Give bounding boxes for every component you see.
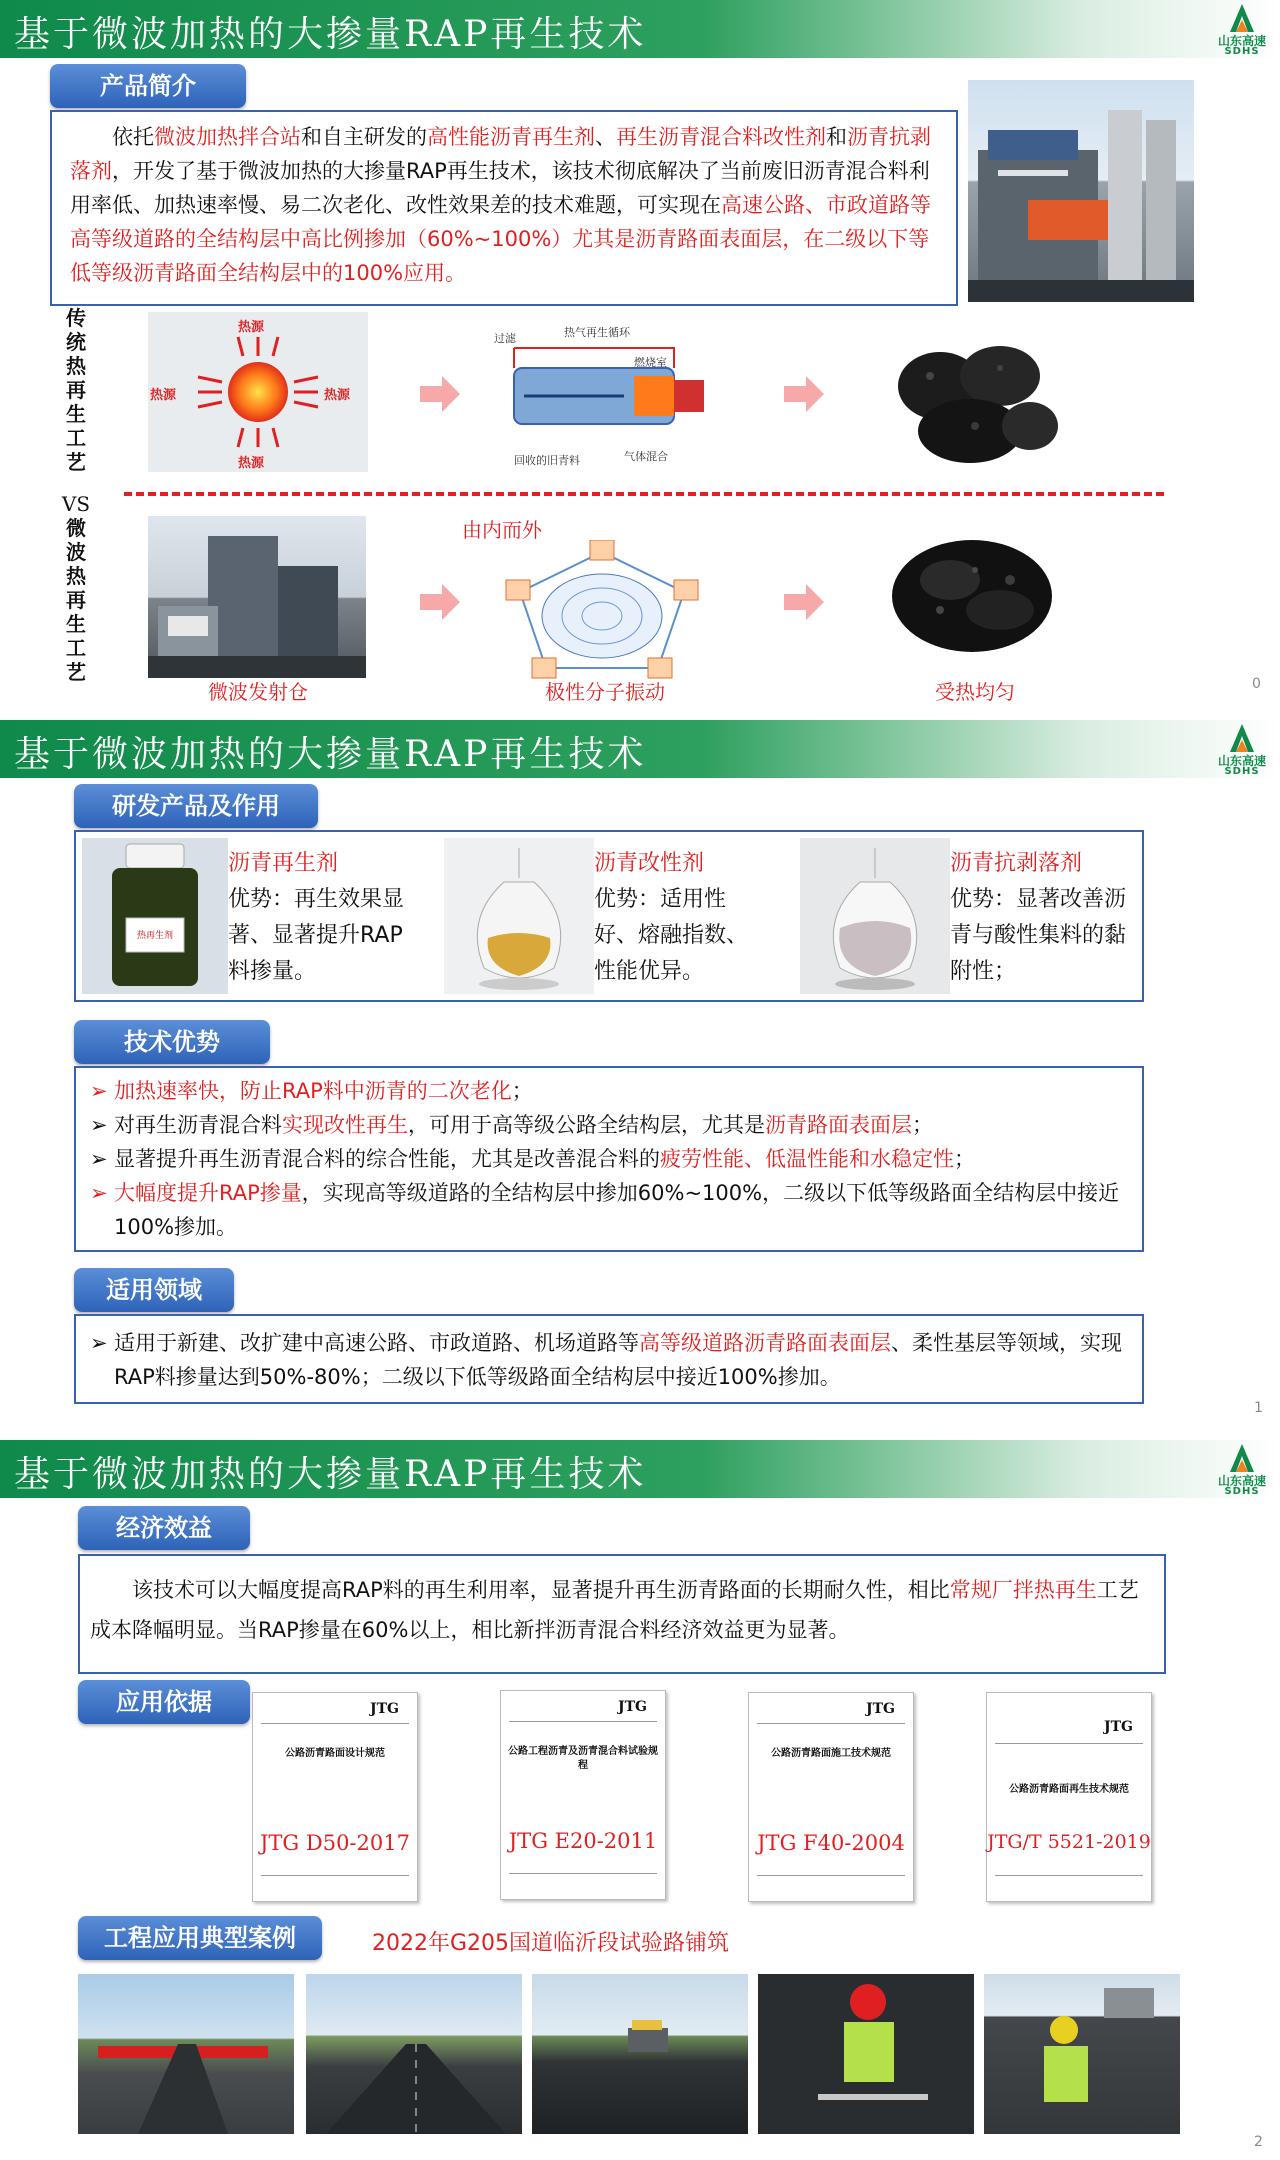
- case-photo-paver: [532, 1974, 748, 2134]
- slide-title: 基于微波加热的大掺量RAP再生技术: [14, 1454, 647, 1495]
- standard-code: JTG E20-2011: [508, 1829, 658, 1853]
- scope-item: ➢ 适用于新建、改扩建中高速公路、市政道路、机场道路等高等级道路沥青路面表面层、柔性基层等领域，实现RAP料掺量达到50%-80%；二级以下低等级路面全结构层中接近100%掺加。: [90, 1331, 1122, 1389]
- section-tag-basis: 应用依据: [78, 1680, 250, 1724]
- standard-title: 公路沥青路面施工技术规范: [771, 1748, 891, 1759]
- company-logo: 山东高速 SDHS: [1208, 722, 1276, 776]
- heat-source-label-bottom: 热源: [238, 456, 265, 471]
- standard-title: 公路沥青路面设计规范: [285, 1748, 385, 1759]
- heat-source-diagram: [148, 312, 368, 472]
- cases-subtitle: 2022年G205国道临沂段试验路铺筑: [372, 1931, 730, 1956]
- title-banner: [0, 1440, 1280, 1498]
- slide-0: [0, 0, 1280, 720]
- microwave-process-label: 微波热再生工艺: [66, 516, 86, 684]
- page-number: 0: [1252, 676, 1261, 692]
- section-tag-products: 研发产品及作用: [74, 784, 318, 828]
- traditional-dryer-diagram: [484, 318, 720, 474]
- hot-gas-label: 热气再生循环: [564, 326, 630, 339]
- polar-molecule-diagram: [498, 540, 706, 680]
- title-banner: [0, 0, 1280, 58]
- case-photo-road: [306, 1974, 522, 2134]
- heat-source-label-top: 热源: [238, 320, 265, 335]
- product-rejuvenator: [228, 846, 418, 990]
- standard-code: JTG F40-2004: [757, 1831, 905, 1855]
- standard-title: 公路沥青路面再生技术规范: [1009, 1784, 1129, 1795]
- scope-box: [74, 1314, 1144, 1404]
- product-name: 沥青再生剂: [228, 851, 339, 876]
- asphalt-lumps-photo: [880, 316, 1064, 476]
- case-photo-testing: [758, 1974, 974, 2134]
- section-tag-economic: 经济效益: [78, 1506, 250, 1550]
- products-box: [74, 830, 1144, 1002]
- section-tag-cases: 工程应用典型案例: [78, 1916, 322, 1960]
- heat-source-label-left: 热源: [150, 388, 177, 403]
- logo-icon: [1208, 2, 1276, 34]
- logo-icon: [1208, 1442, 1276, 1474]
- product-desc: 优势：再生效果显著、显著提升RAP料掺量。: [228, 887, 405, 984]
- gas-mix-label: 气体混合: [624, 450, 668, 463]
- economic-paragraph: 该技术可以大幅度提高RAP料的再生利用率，显著提升再生沥青路面的长期耐久性，相比常规厂拌热再生工艺成本降幅明显。当RAP掺量在60%以上，相比新拌沥青混合料经济效益更为显著。: [90, 1578, 1139, 1642]
- slide-title: 基于微波加热的大掺量RAP再生技术: [14, 14, 647, 55]
- section-tag-intro: 产品简介: [50, 64, 246, 108]
- arrow-right-icon: [418, 372, 462, 416]
- rejuvenator-photo: [82, 838, 228, 994]
- modifier-photo: [444, 838, 594, 994]
- recycled-label: 回收的旧青料: [514, 454, 580, 467]
- product-modifier: [594, 846, 764, 990]
- arrow-right-icon: [782, 580, 826, 624]
- product-name: 沥青抗剥落剂: [950, 851, 1083, 876]
- case-photo-banner: [78, 1974, 294, 2134]
- arrow-right-icon: [782, 372, 826, 416]
- advantage-item: ➢ 大幅度提升RAP掺量，实现高等级道路的全结构层中掺加60%~100%，二级以下低等级路面全结构层中接近100%掺加。: [90, 1181, 1120, 1239]
- advantages-box: [74, 1066, 1144, 1252]
- standard-code: JTG/T 5521-2019: [987, 1831, 1151, 1853]
- caption-microwave-chamber: 微波发射仓: [208, 680, 308, 704]
- heated-asphalt-photo: [880, 510, 1064, 670]
- slide-title: 基于微波加热的大掺量RAP再生技术: [14, 734, 647, 775]
- mixing-plant-photo: [968, 80, 1194, 302]
- product-desc: 优势：显著改善沥青与酸性集料的黏附性；: [950, 887, 1127, 984]
- outward-label: 由内而外: [462, 518, 542, 542]
- standard-title: 公路工程沥青及沥青混合料试验规程: [508, 1746, 658, 1771]
- advantage-item: ➢ 加热速率快，防止RAP料中沥青的二次老化；: [90, 1079, 533, 1103]
- product-desc: 优势：适用性好、熔融指数、性能优异。: [594, 887, 749, 984]
- page-number: 2: [1254, 2134, 1263, 2150]
- product-antistrip: [950, 846, 1136, 990]
- slide-1: [0, 720, 1280, 1440]
- intro-paragraph: 依托微波加热拌合站和自主研发的高性能沥青再生剂、再生沥青混合料改性剂和沥青抗剥落剂，开发了基于微波加热的大掺量RAP再生技术，该技术彻底解决了当前废旧沥青混合料利用率低、加热速率慢、易二次老化、改性效果差的技术难题，可实现在高速公路、市政道路等高等级道路的全结构层中高比例掺加（60%~100%）尤其是沥青路面表面层，在二级以下等低等级沥青路面全结构层中的100%应用。: [70, 125, 931, 285]
- heat-source-label-right: 热源: [324, 388, 351, 403]
- intro-box: [50, 110, 958, 306]
- caption-polar-molecule: 极性分子振动: [545, 680, 665, 704]
- standard-cover-e20: JTG 公路工程沥青及沥青混合料试验规程 JTG E20-2011: [500, 1690, 666, 1900]
- page-number: 1: [1254, 1400, 1263, 1416]
- company-logo: 山东高速 SDHS: [1208, 1442, 1276, 1496]
- standard-cover-5521: JTG 公路沥青路面再生技术规范 JTG/T 5521-2019: [986, 1692, 1152, 1902]
- microwave-plant-photo: [148, 516, 366, 678]
- traditional-process-label: 传统热再生工艺: [66, 306, 86, 474]
- advantage-item: ➢ 显著提升再生沥青混合料的综合性能，尤其是改善混合料的疲劳性能、低温性能和水稳定性；: [90, 1147, 975, 1171]
- advantage-item: ➢ 对再生沥青混合料实现改性再生，可用于高等级公路全结构层，尤其是沥青路面表面层；: [90, 1113, 933, 1137]
- section-tag-advantages: 技术优势: [74, 1020, 270, 1064]
- logo-icon: [1208, 722, 1276, 754]
- slide-2: [0, 1440, 1280, 2160]
- section-tag-scope: 适用领域: [74, 1268, 234, 1312]
- arrow-right-icon: [418, 580, 462, 624]
- vs-label: VS: [61, 492, 91, 516]
- antistrip-photo: [800, 838, 950, 994]
- caption-even-heating: 受热均匀: [935, 680, 1015, 704]
- divider-dashed: [124, 492, 1164, 496]
- standard-cover-f40: JTG 公路沥青路面施工技术规范 JTG F40-2004: [748, 1692, 914, 1902]
- case-photo-worker: [984, 1974, 1180, 2134]
- title-banner: [0, 720, 1280, 778]
- burner-label: 燃烧室: [634, 356, 667, 369]
- bottle-label: 热再生剂: [136, 931, 173, 941]
- standard-code: JTG D50-2017: [260, 1831, 410, 1855]
- filter-label: 过滤: [494, 332, 516, 345]
- economic-box: [78, 1554, 1166, 1674]
- standard-cover-d50: JTG 公路沥青路面设计规范 JTG D50-2017: [252, 1692, 418, 1902]
- product-name: 沥青改性剂: [594, 851, 705, 876]
- company-logo: 山东高速 SDHS: [1208, 2, 1276, 56]
